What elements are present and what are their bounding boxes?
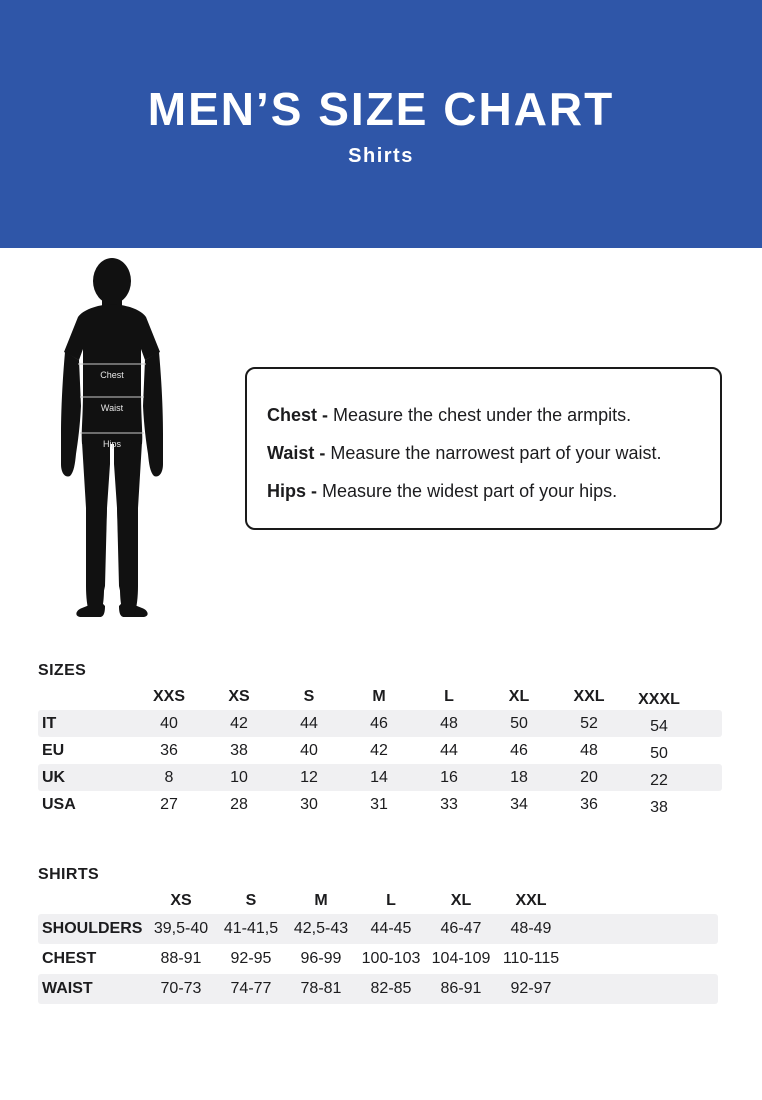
measurement-info-box bbox=[245, 367, 722, 530]
shirts-cell: 78-81 bbox=[300, 980, 342, 997]
sizes-cell: 40 bbox=[160, 714, 178, 732]
sizes-col-header-s: S bbox=[303, 688, 315, 705]
sizes-cell: 34 bbox=[510, 795, 528, 813]
sizes-section-title: SIZES bbox=[38, 662, 87, 679]
sizes-cell: 18 bbox=[510, 768, 528, 786]
sizes-cell: 42 bbox=[370, 741, 388, 759]
figure-right-shin bbox=[117, 506, 138, 615]
figure-left-shin bbox=[86, 506, 107, 615]
shirts-cell: 70-73 bbox=[160, 980, 202, 997]
figure-chest-label: Chest bbox=[100, 370, 124, 380]
shirts-col-header-l: L bbox=[386, 892, 396, 909]
shirts-table bbox=[38, 888, 718, 1004]
measure-info-chest bbox=[267, 396, 712, 434]
sizes-cell: 54 bbox=[650, 717, 668, 735]
header-banner bbox=[0, 0, 762, 248]
silhouette-svg bbox=[52, 256, 180, 624]
sizes-col-header-xxxl: XXXL bbox=[638, 691, 680, 708]
figure-right-arm bbox=[143, 352, 163, 476]
sizes-cell: 46 bbox=[510, 741, 528, 759]
figure-waist-label: Waist bbox=[100, 403, 124, 413]
shirts-cell: 41-41,5 bbox=[223, 920, 279, 937]
page-subtitle: Shirts bbox=[348, 144, 414, 167]
sizes-cell: 31 bbox=[370, 795, 388, 813]
sizes-cell: 44 bbox=[300, 714, 318, 732]
sizes-cell: 8 bbox=[164, 768, 174, 786]
sizes-cell: 38 bbox=[650, 798, 668, 816]
sizes-cell: 46 bbox=[370, 714, 388, 732]
sizes-row-it bbox=[38, 710, 722, 737]
shirts-cell: 86-91 bbox=[440, 980, 482, 997]
sizes-row-usa bbox=[38, 791, 722, 818]
shirts-col-header-xs: XS bbox=[170, 892, 192, 909]
sizes-col-header-m: M bbox=[372, 688, 386, 705]
sizes-header-row bbox=[38, 684, 722, 710]
sizes-cell: 42 bbox=[230, 714, 248, 732]
male-silhouette-figure bbox=[52, 256, 180, 624]
shirts-cell: 100-103 bbox=[361, 950, 421, 967]
measure-info-waist bbox=[267, 434, 712, 472]
sizes-cell: 36 bbox=[160, 741, 178, 759]
sizes-row-uk bbox=[38, 764, 722, 791]
hips-term: Hips - bbox=[267, 481, 318, 501]
sizes-cell: 22 bbox=[650, 771, 668, 789]
page-title: MEN’S SIZE CHART bbox=[147, 83, 615, 135]
measure-info-hips bbox=[267, 472, 712, 510]
shirts-cell: 96-99 bbox=[300, 950, 342, 967]
sizes-cell: 12 bbox=[300, 768, 318, 786]
figure-left-arm bbox=[61, 352, 81, 476]
sizes-cell: 50 bbox=[650, 744, 668, 762]
shirts-row-label: WAIST bbox=[42, 980, 93, 997]
shirts-cell: 46-47 bbox=[440, 920, 482, 937]
sizes-cell: 27 bbox=[160, 795, 178, 813]
sizes-col-header-xs: XS bbox=[228, 688, 250, 705]
shirts-cell: 44-45 bbox=[370, 920, 412, 937]
chest-desc: Measure the chest under the armpits. bbox=[328, 405, 632, 425]
sizes-row-eu bbox=[38, 737, 722, 764]
shirts-col-header-xxl: XXL bbox=[515, 892, 547, 909]
sizes-col-header-l: L bbox=[444, 688, 454, 705]
shirts-cell: 110-115 bbox=[502, 950, 560, 967]
shirts-section-title: SHIRTS bbox=[38, 866, 100, 883]
sizes-cell: 50 bbox=[510, 714, 528, 732]
shirts-col-header-s: S bbox=[245, 892, 257, 909]
sizes-col-header-xl: XL bbox=[508, 688, 530, 705]
sizes-cell: 10 bbox=[230, 768, 248, 786]
sizes-cell: 48 bbox=[580, 741, 598, 759]
sizes-cell: 44 bbox=[440, 741, 458, 759]
shirts-cell: 39,5-40 bbox=[153, 920, 209, 937]
shirts-row-label: CHEST bbox=[42, 950, 97, 967]
shirts-header-row bbox=[38, 888, 718, 914]
shirts-cell: 74-77 bbox=[230, 980, 272, 997]
sizes-cell: 30 bbox=[300, 795, 318, 813]
sizes-cell: 28 bbox=[230, 795, 248, 813]
sizes-cell: 20 bbox=[580, 768, 598, 786]
shirts-cell: 92-95 bbox=[230, 950, 272, 967]
shirts-row-shoulders bbox=[38, 914, 718, 944]
shirts-cell: 82-85 bbox=[370, 980, 412, 997]
sizes-cell: 14 bbox=[370, 768, 388, 786]
shirts-cell: 48-49 bbox=[510, 920, 552, 937]
chest-term: Chest - bbox=[267, 405, 329, 425]
sizes-cell: 36 bbox=[580, 795, 598, 813]
sizes-row-label: USA bbox=[42, 795, 76, 813]
sizes-table bbox=[38, 684, 722, 818]
shirts-row-waist bbox=[38, 974, 718, 1004]
sizes-row-label: IT bbox=[42, 714, 57, 732]
sizes-cell: 16 bbox=[440, 768, 458, 786]
sizes-cell: 48 bbox=[440, 714, 458, 732]
sizes-cell: 38 bbox=[230, 741, 248, 759]
sizes-cell: 40 bbox=[300, 741, 318, 759]
shirts-col-header-m: M bbox=[314, 892, 328, 909]
sizes-col-header-xxl: XXL bbox=[573, 688, 605, 705]
waist-term: Waist - bbox=[267, 443, 326, 463]
shirts-cell: 104-109 bbox=[431, 950, 491, 967]
shirts-row-label: SHOULDERS bbox=[42, 920, 143, 937]
sizes-cell: 52 bbox=[580, 714, 598, 732]
shirts-col-header-xl: XL bbox=[450, 892, 472, 909]
figure-hips-label: Hips bbox=[102, 439, 122, 449]
waist-desc: Measure the narrowest part of your waist. bbox=[325, 443, 662, 463]
shirts-cell: 92-97 bbox=[510, 980, 552, 997]
sizes-row-label: UK bbox=[42, 768, 66, 786]
shirts-row-chest bbox=[38, 944, 718, 974]
hips-desc: Measure the widest part of your hips. bbox=[317, 481, 618, 501]
shirts-cell: 88-91 bbox=[160, 950, 202, 967]
sizes-cell: 33 bbox=[440, 795, 458, 813]
shirts-cell: 42,5-43 bbox=[293, 920, 349, 937]
sizes-col-header-xxs: XXS bbox=[152, 688, 185, 705]
sizes-row-label: EU bbox=[42, 741, 65, 759]
